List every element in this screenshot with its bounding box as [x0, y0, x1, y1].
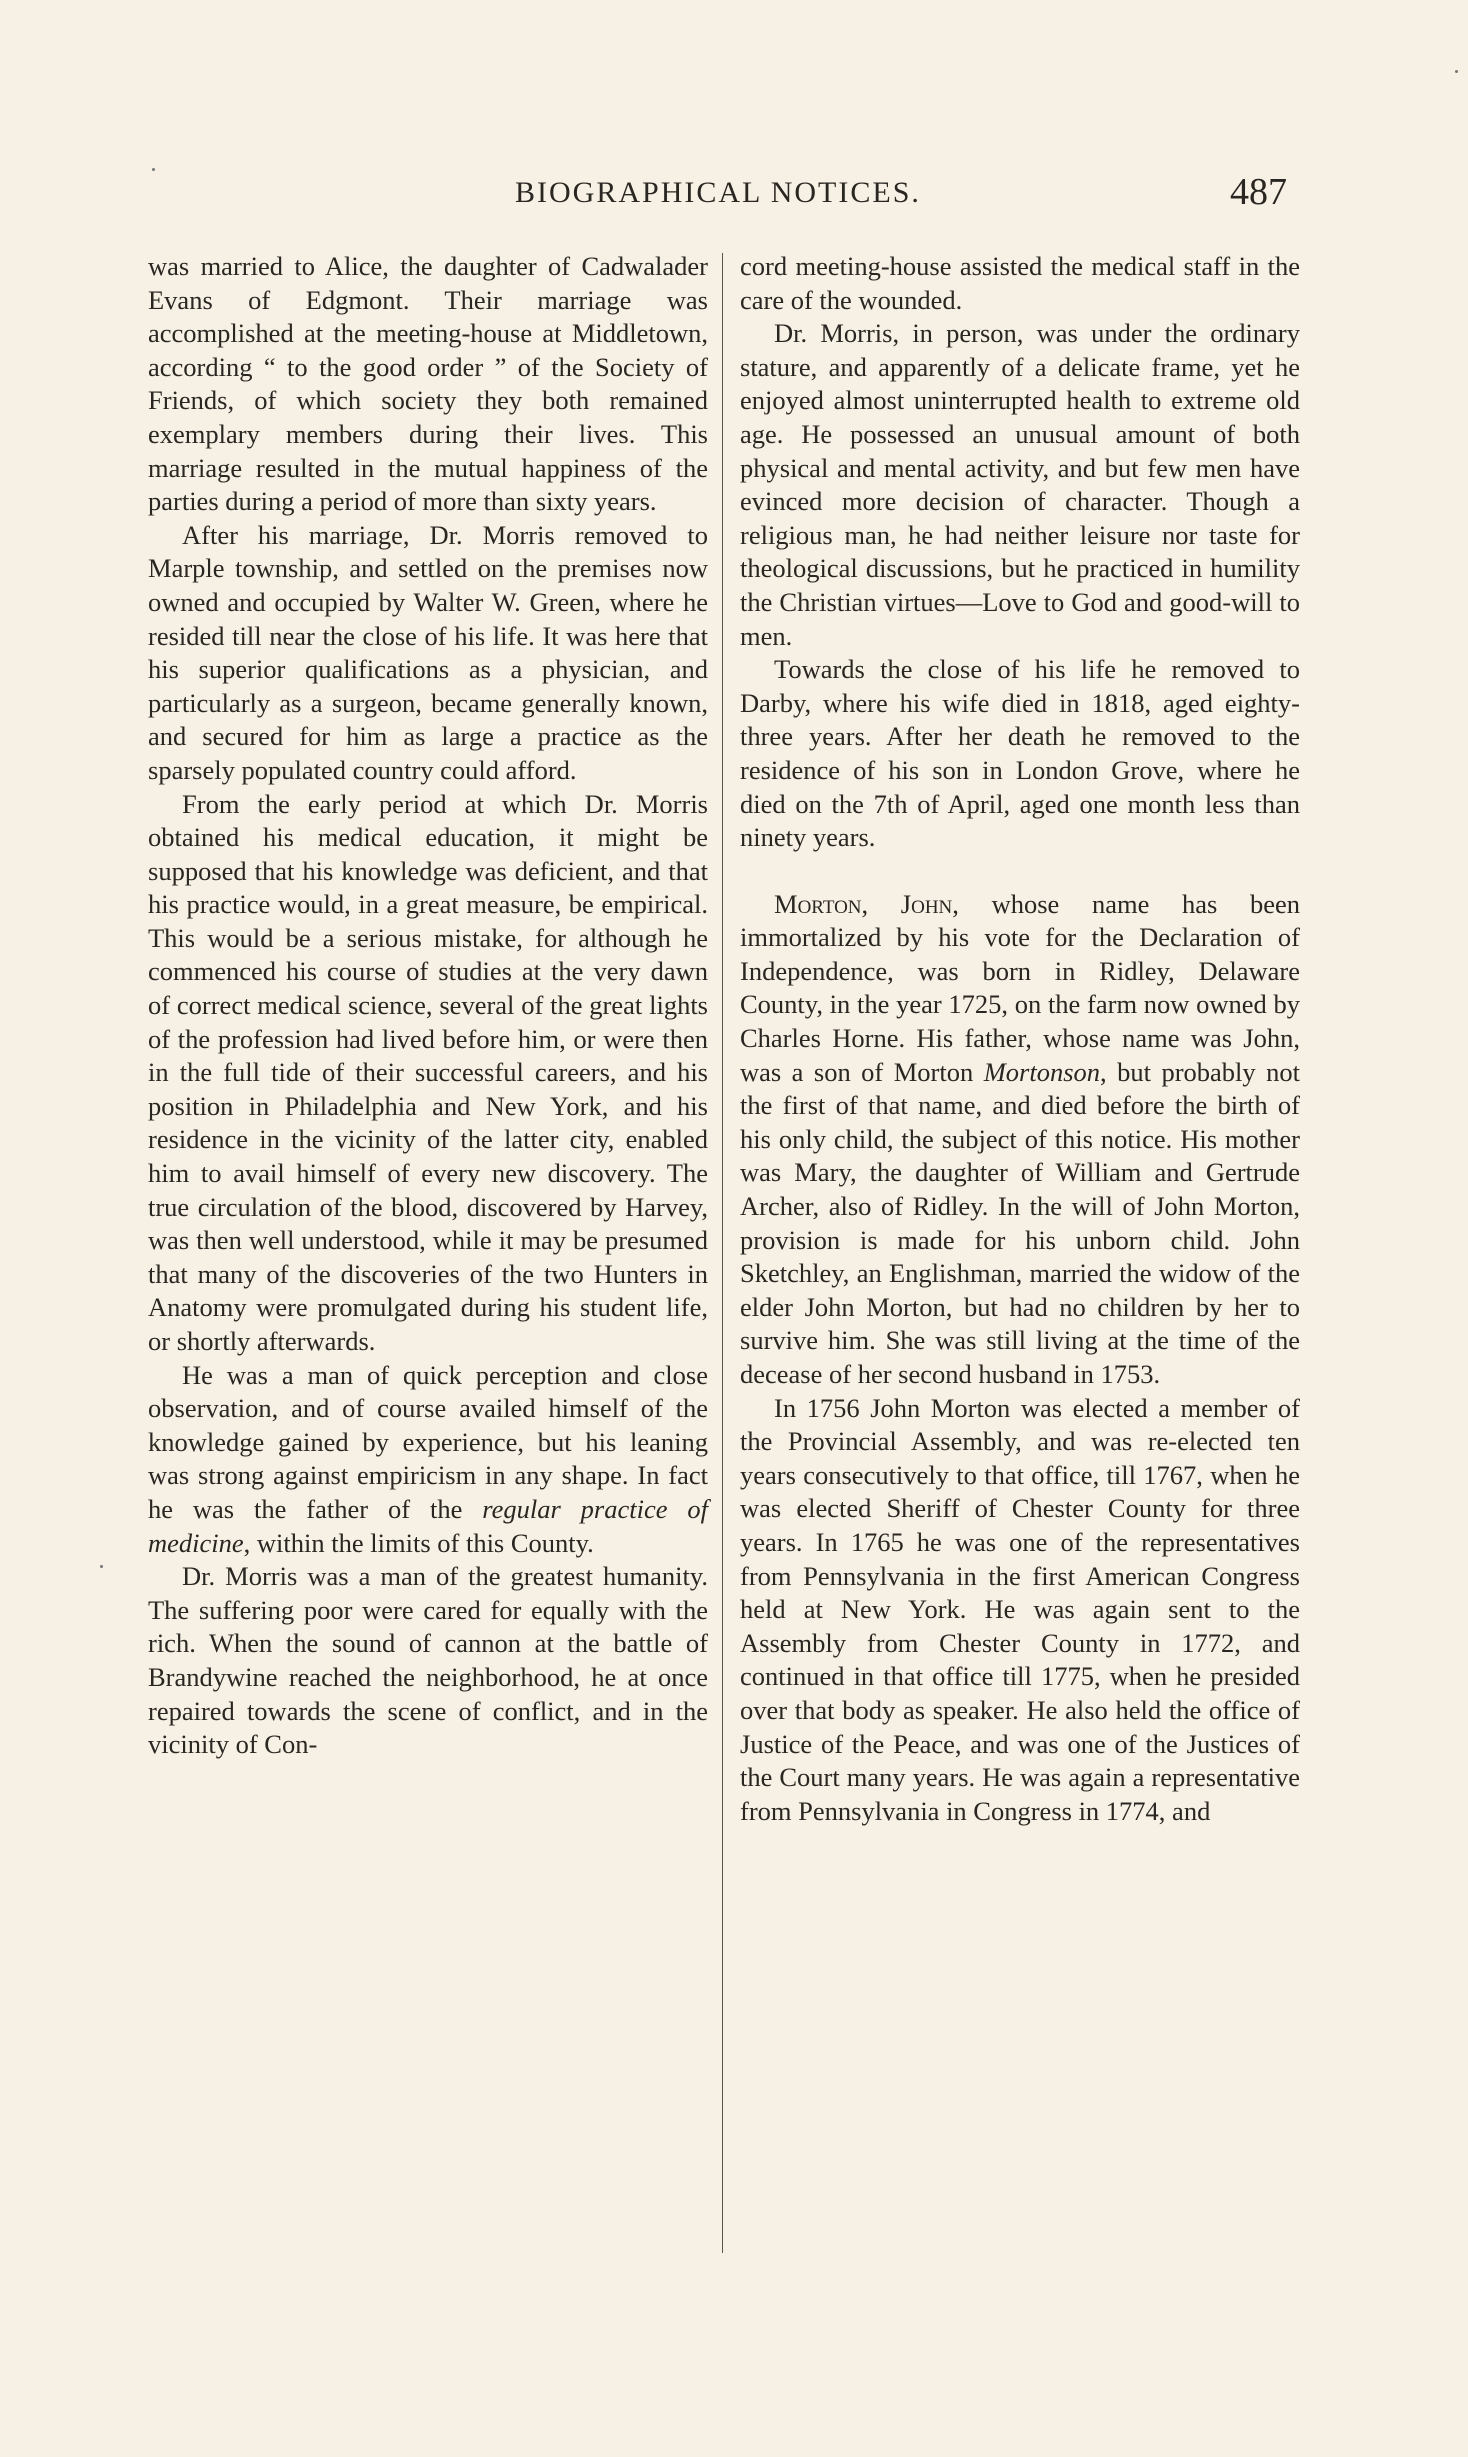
column-divider: [722, 253, 723, 2253]
paragraph: After his marriage, Dr. Morris removed to Marple township, and settled on the premises now owned and occupied by Walter W. Green, where he resided till near the close of his life. It was here that his superior qualifications as a physician, and particularly as a surgeon, became generally known, and secured for him as large a practice as the sparsely populated country could afford.: [148, 519, 708, 785]
running-head: BIOGRAPHICAL NOTICES.: [515, 176, 921, 209]
paper-speck: [1455, 70, 1458, 73]
page-header: [0, 170, 1468, 220]
text-run: , within the limits of this County.: [243, 1527, 594, 1558]
text-run: , but probably not the first of that name, and died before the birth of his only child, the subject of this notice. His mother was Mary, the daughter of William and Gertrude Archer, also of Ridley. In the will of John Morton, provision is made for his unborn child. John Sketchley, an Englishman, married the widow of the elder John Morton, but had no children by her to survive him. She was still living at the time of the decease of her second husband in 1753.: [740, 1056, 1300, 1389]
biography-entry: [740, 888, 1300, 1392]
italic-phrase: regular practice of medicine: [148, 1493, 709, 1558]
text-run: He was a man of quick perception and close observation, and of course availed himself of the knowledge gained by experience, but his leaning was strong against empiricism in any shape. In fact he was the father of the: [148, 1359, 708, 1524]
paragraph: Dr. Morris, in person, was under the ordinary stature, and apparently of a delicate frame, yet he enjoyed almost uninterrupted health to extreme old age. He possessed an unusual amount of both physical and mental activity, and but few men have evinced more decision of character. Though a religious man, he had neither leisure nor taste for theological discussions, but he practiced in humility the Christian virtues—Love to God and good-will to men.: [740, 318, 1300, 651]
paragraph: Towards the close of his life he removed to Darby, where his wife died in 1818, aged eighty-three years. After her death he removed to the residence of his son in London Grove, where he died on the 7th of April, aged one month less than ninety years.: [740, 654, 1300, 853]
paragraph: cord meeting-house assisted the medical staff in the care of the wounded.: [740, 251, 1300, 315]
page-number: 487: [1230, 171, 1287, 213]
paragraph: Dr. Morris was a man of the greatest humanity. The suffering poor were cared for equally with the rich. When the sound of cannon at the battle of Brandywine reached the neighborhood, he at once repaired towards the scene of conflict, and in the vicinity of Con-: [148, 1561, 708, 1760]
entry-name: Morton, John,: [774, 888, 959, 919]
paragraph: From the early period at which Dr. Morris obtained his medical education, it might be supposed that his knowledge was deficient, and that his practice would, in a great measure, be empirical. This would be a serious mistake, for although he commenced his course of studies at the very dawn of correct medical science, several of the great lights of the profession had lived before him, or were then in the full tide of their successful careers, and his position in Philadelphia and New York, and his residence in the vicinity of the latter city, enabled him to avail himself of every new discovery. The true circulation of the blood, discovered by Harvey, was then well understood, while it may be presumed that many of the discoveries of the two Hunters in Anatomy were promulgated during his student life, or shortly afterwards.: [148, 788, 708, 1356]
paragraph: In 1756 John Morton was elected a member of the Provincial Assembly, and was re-elected ten years consecutively to that office, till 1767, when he was elected Sheriff of Chester County for three years. In 1765 he was one of the representatives from Pennsylvania in the first American Congress held at New York. He was again sent to the Assembly from Chester County in 1772, and continued in that office till 1775, when he presided over that body as speaker. He also held the office of Justice of the Peace, and was one of the Justices of the Court many years. He was again a representative from Pennsylvania in Congress in 1774, and: [740, 1392, 1300, 1826]
text-run: whose name has been immortalized by his vote for the Declaration of Independence, was born in Ridley, Delaware County, in the year 1725, on the farm now owned by Charles Horne. His father, whose name was John, was a son of Morton: [740, 888, 1301, 1087]
paragraph: was married to Alice, the daughter of Cadwalader Evans of Edgmont. Their marriage was accomplished at the meeting-house at Middletown, according “ to the good order ” of the Society of Friends, of which society they both remained exemplary members during their lives. This marriage resulted in the mutual happiness of the parties during a period of more than sixty years.: [148, 251, 708, 517]
right-column: [740, 250, 1300, 1828]
italic-name: Mortonson: [983, 1056, 1101, 1087]
paper-speck: [100, 1565, 103, 1568]
paragraph: [148, 1359, 708, 1561]
left-column: [148, 250, 708, 1762]
